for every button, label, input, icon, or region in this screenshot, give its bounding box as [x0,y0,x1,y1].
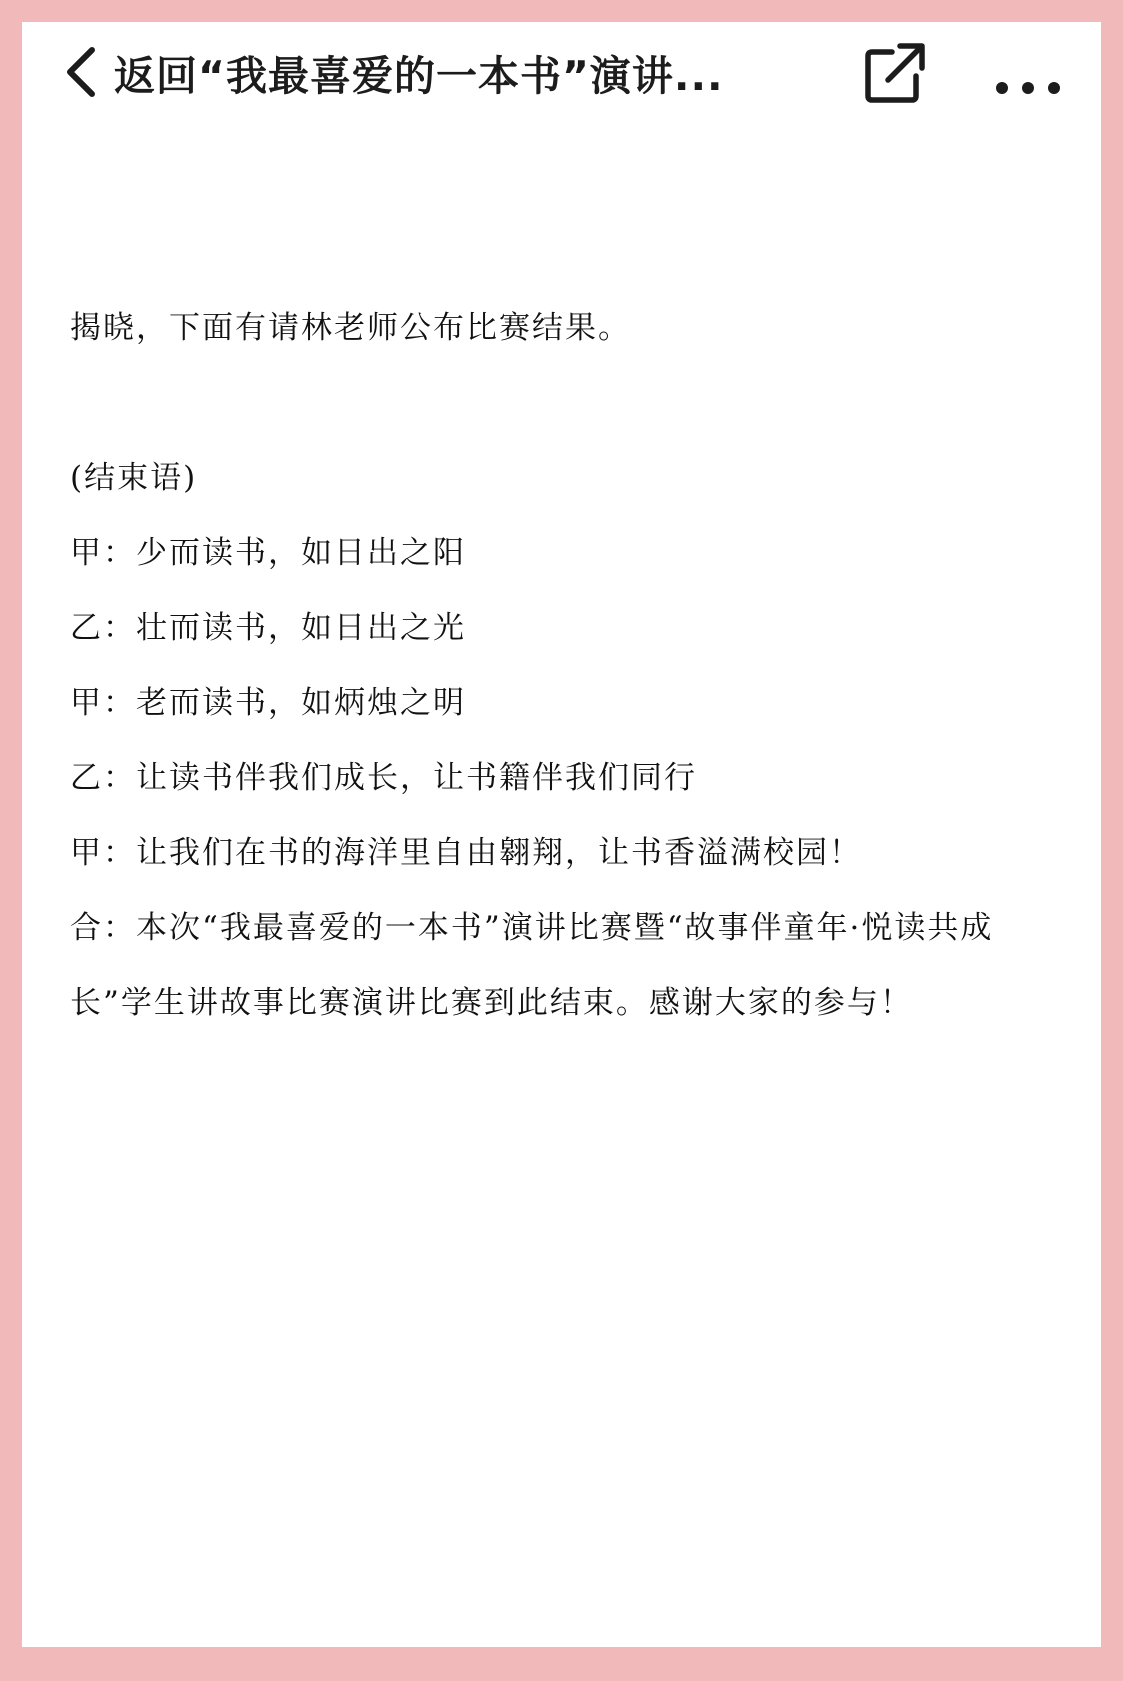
back-label: 返回 [114,51,198,100]
dialogue-line: 甲：少而读书，如日出之阳 [70,535,466,571]
dialogue-line-continued: 长”学生讲故事比赛演讲比赛到此结束。感谢大家的参与！ [70,985,913,1021]
dialogue-line: 合：本次“我最喜爱的一本书”演讲比赛暨“故事伴童年·悦读共成 [70,910,994,946]
document-title: “我最喜爱的一本书”演讲... [198,51,724,100]
share-icon[interactable] [862,40,928,106]
dialogue-line: 乙：壮而读书，如日出之光 [70,610,466,646]
navigation-bar [22,22,1101,122]
paragraph-line: 揭晓，下面有请林老师公布比赛结果。 [70,310,631,346]
chevron-left-icon [62,44,104,100]
dialogue-line: 甲：老而读书，如炳烛之明 [70,685,466,721]
nav-title [114,43,834,102]
dialogue-line: 乙：让读书伴我们成长，让书籍伴我们同行 [70,760,697,796]
section-heading: (结束语) [70,460,198,496]
document-page [22,22,1101,1647]
more-horizontal-icon[interactable] [992,70,1064,106]
back-button[interactable] [62,42,852,102]
dialogue-line: 甲：让我们在书的海洋里自由翱翔，让书香溢满校园！ [70,835,862,871]
